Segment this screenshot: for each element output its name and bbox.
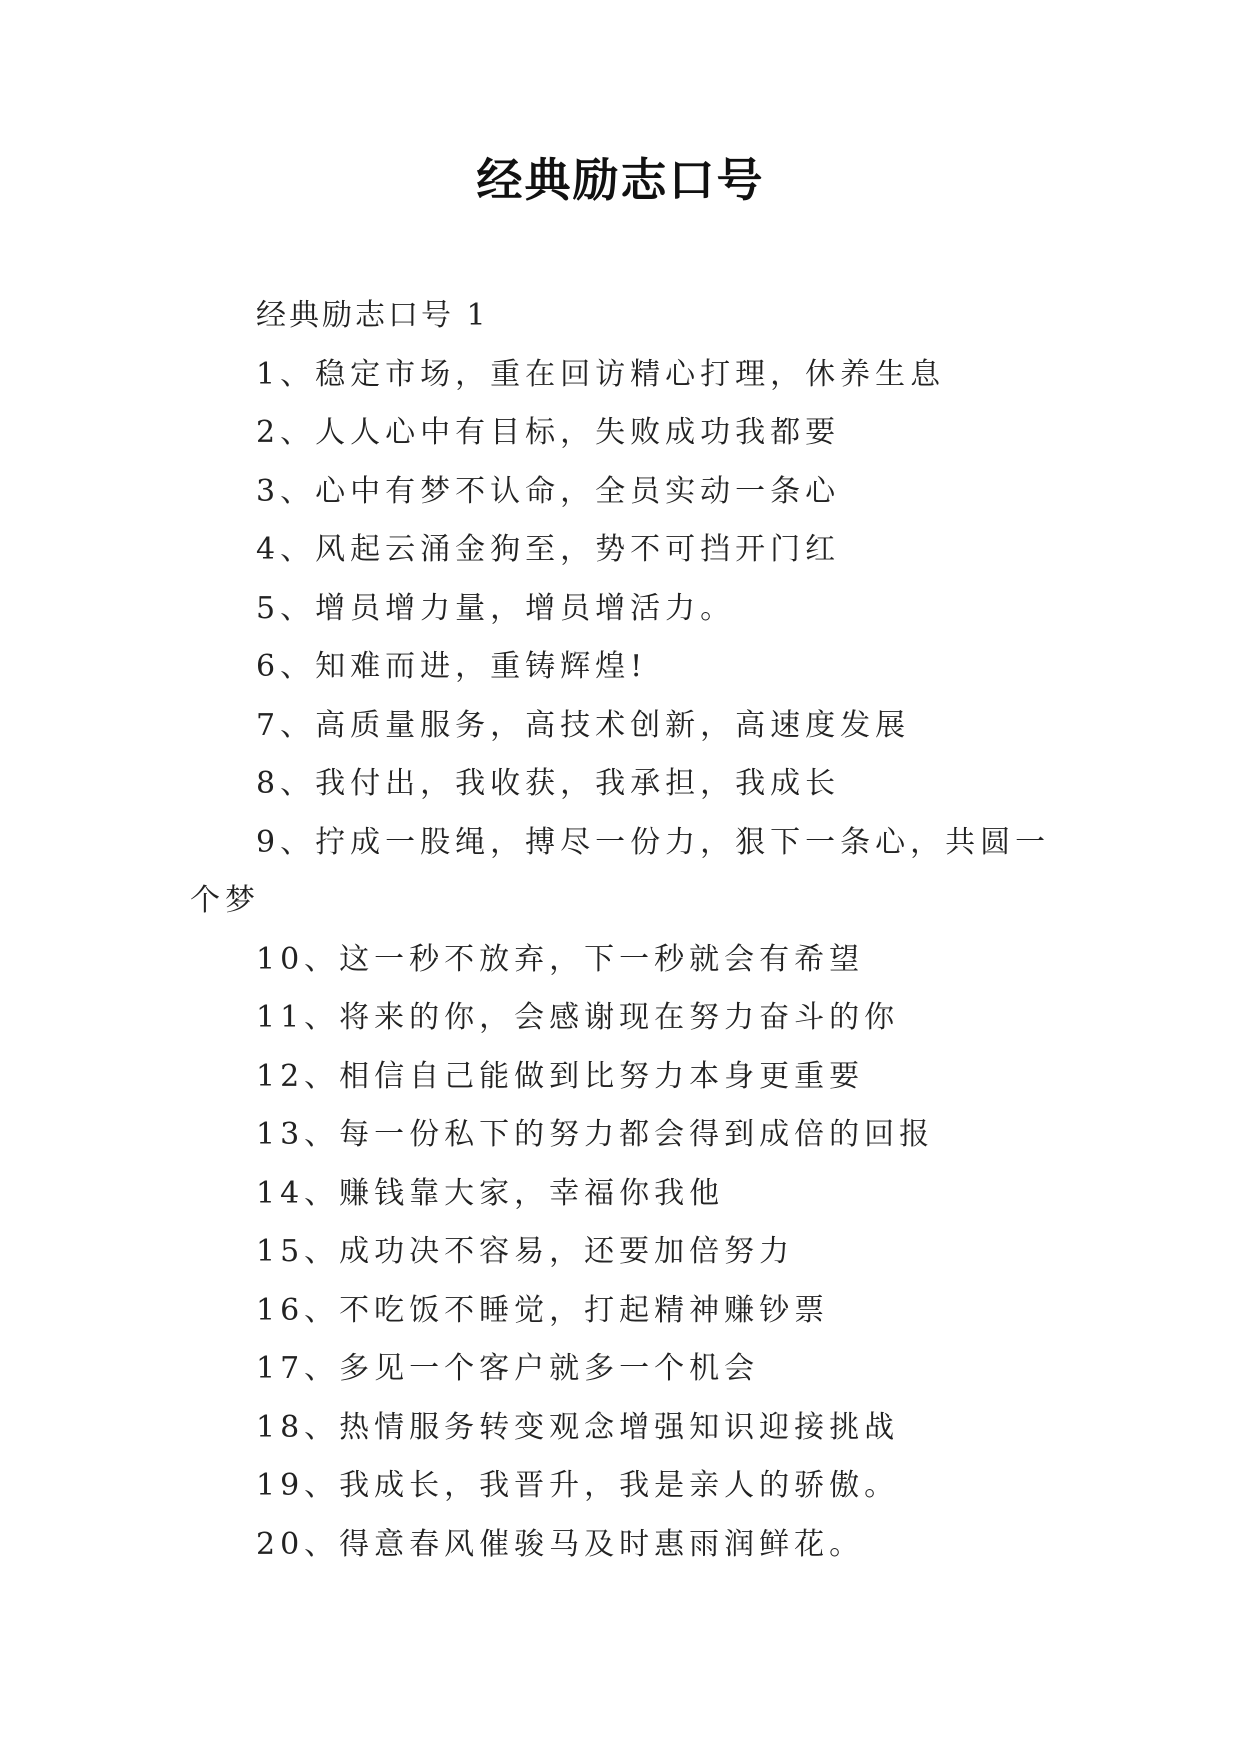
slogan-item-4: 4、风起云涌金狗至，势不可挡开门红	[256, 532, 841, 567]
slogan-item-12: 12、相信自己能做到比努力本身更重要	[256, 1058, 865, 1094]
slogan-item-10: 10、这一秒不放弃，下一秒就会有希望	[256, 941, 865, 977]
slogan-item-15: 15、成功决不容易，还要加倍努力	[256, 1234, 795, 1269]
slogan-item-11: 11、将来的你，会感谢现在努力奋斗的你	[256, 1000, 900, 1035]
slogan-item-3: 3、心中有梦不认命，全员实动一条心	[256, 473, 841, 509]
slogan-item-6: 6、知难而进，重铸辉煌!	[256, 649, 648, 684]
slogan-item-19: 19、我成长，我晋升，我是亲人的骄傲。	[256, 1468, 900, 1503]
document-body	[190, 287, 1070, 1574]
slogan-item-2: 2、人人心中有目标，失败成功我都要	[256, 415, 841, 450]
section-subheading: 经典励志口号 1	[256, 298, 489, 333]
slogan-item-17: 17、多见一个客户就多一个机会	[256, 1351, 760, 1386]
slogan-item-16: 16、不吃饭不睡觉，打起精神赚钞票	[256, 1292, 830, 1328]
slogan-item-1: 1、稳定市场，重在回访精心打理，休养生息	[256, 356, 946, 392]
slogan-item-5: 5、增员增力量，增员增活力。	[256, 590, 736, 626]
slogan-item-18: 18、热情服务转变观念增强知识迎接挑战	[256, 1409, 900, 1445]
slogan-item-7: 7、高质量服务，高技术创新，高速度发展	[256, 707, 911, 743]
slogan-item-14: 14、赚钱靠大家，幸福你我他	[256, 1175, 725, 1211]
slogan-item-8: 8、我付出，我收获，我承担，我成长	[256, 766, 841, 801]
slogan-item-9: 9、拧成一股绳，搏尽一份力，狠下一条心，共圆一个梦	[190, 824, 1051, 918]
document-title: 经典励志口号	[476, 153, 765, 207]
slogan-item-13: 13、每一份私下的努力都会得到成倍的回报	[256, 1117, 935, 1152]
slogan-item-20: 20、得意春风催骏马及时惠雨润鲜花。	[256, 1526, 865, 1562]
